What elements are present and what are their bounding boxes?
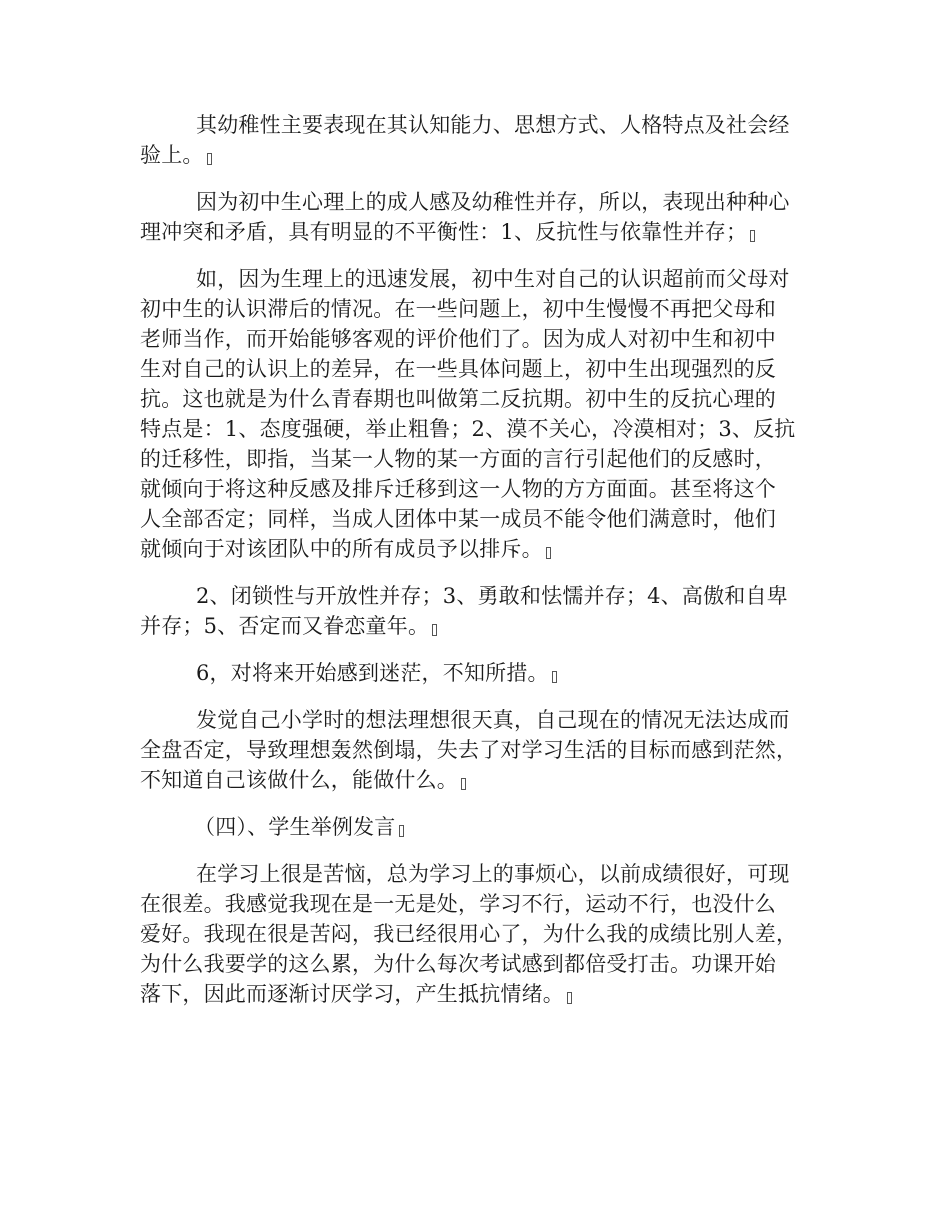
text-line: 在学习上很是苦恼，总为学习上的事烦心，以前成绩很好，可现 (196, 862, 790, 886)
text-line: 为什么我要学的这么累，为什么每次考试感到都倍受打击。功课开始 (140, 952, 776, 976)
paragraph-mark-icon (432, 624, 437, 636)
paragraph-mark-icon (399, 825, 404, 837)
text-line: 不知道自己该做什么，能做什么。 (140, 765, 810, 795)
paragraph (140, 187, 810, 247)
text-line: 2、闭锁性与开放性并存；3、勇敢和怯懦并存；4、高傲和自卑 (196, 584, 788, 608)
text-line: 的迁移性，即指，当某一人物的某一方面的言行引起他们的反感时， (140, 447, 776, 471)
text-line: 爱好。我现在很是苦闷，我已经很用心了，为什么我的成绩比别人差， (140, 922, 798, 946)
text-line: 如，因为生理上的迅速发展，初中生对自己的认识超前而父母对 (196, 267, 790, 291)
text-line: 发觉自己小学时的想法理想很天真，自己现在的情况无法达成而 (196, 708, 790, 732)
text-line: 因为初中生心理上的成人感及幼稚性并存，所以，表现出种种心 (196, 190, 790, 214)
text-line: 在很差。我感觉我现在是一无是处，学习不行，运动不行，也没什么 (140, 892, 776, 916)
text-line: 初中生的认识滞后的情况。在一些问题上，初中生慢慢不再把父母和 (140, 297, 776, 321)
paragraph (140, 705, 810, 795)
paragraph (140, 110, 810, 170)
text-line: 验上。 (140, 140, 810, 170)
text-line: 抗。这也就是为什么青春期也叫做第二反抗期。初中生的反抗心理的 (140, 387, 776, 411)
paragraph (140, 581, 810, 641)
paragraph (140, 264, 810, 564)
paragraph (140, 859, 810, 1009)
text-line: 理冲突和矛盾，具有明显的不平衡性：1、反抗性与依靠性并存； (140, 217, 810, 247)
heading-line: （四）、学生举例发言 (140, 812, 810, 842)
section-heading (140, 812, 810, 842)
text-line: 人全部否定；同样，当成人团体中某一成员不能令他们满意时，他们 (140, 507, 776, 531)
text-line: 全盘否定，导致理想轰然倒塌，失去了对学习生活的目标而感到茫然， (140, 738, 798, 762)
text-line: 其幼稚性主要表现在其认知能力、思想方式、人格特点及社会经 (196, 113, 790, 137)
paragraph-mark-icon (750, 230, 755, 242)
paragraph-mark-icon (552, 671, 557, 683)
paragraph-mark-icon (567, 992, 572, 1004)
document-body (140, 110, 810, 1026)
text-line: 6，对将来开始感到迷茫，不知所措。 (140, 658, 810, 688)
paragraph-mark-icon (207, 153, 212, 165)
text-line: 就倾向于对该团队中的所有成员予以排斥。 (140, 534, 810, 564)
paragraph-mark-icon (546, 547, 551, 559)
text-line: 落下，因此而逐渐讨厌学习，产生抵抗情绪。 (140, 979, 810, 1009)
text-line: 特点是：1、态度强硬，举止粗鲁；2、漠不关心，冷漠相对；3、反抗 (140, 417, 796, 441)
paragraph (140, 658, 810, 688)
text-line: 并存；5、否定而又眷恋童年。 (140, 611, 810, 641)
text-line: 生对自己的认识上的差异，在一些具体问题上，初中生出现强烈的反 (140, 357, 776, 381)
text-line: 就倾向于将这种反感及排斥迁移到这一人物的方方面面。甚至将这个 (140, 477, 776, 501)
text-line: 老师当作，而开始能够客观的评价他们了。因为成人对初中生和初中 (140, 327, 776, 351)
paragraph-mark-icon (461, 778, 466, 790)
